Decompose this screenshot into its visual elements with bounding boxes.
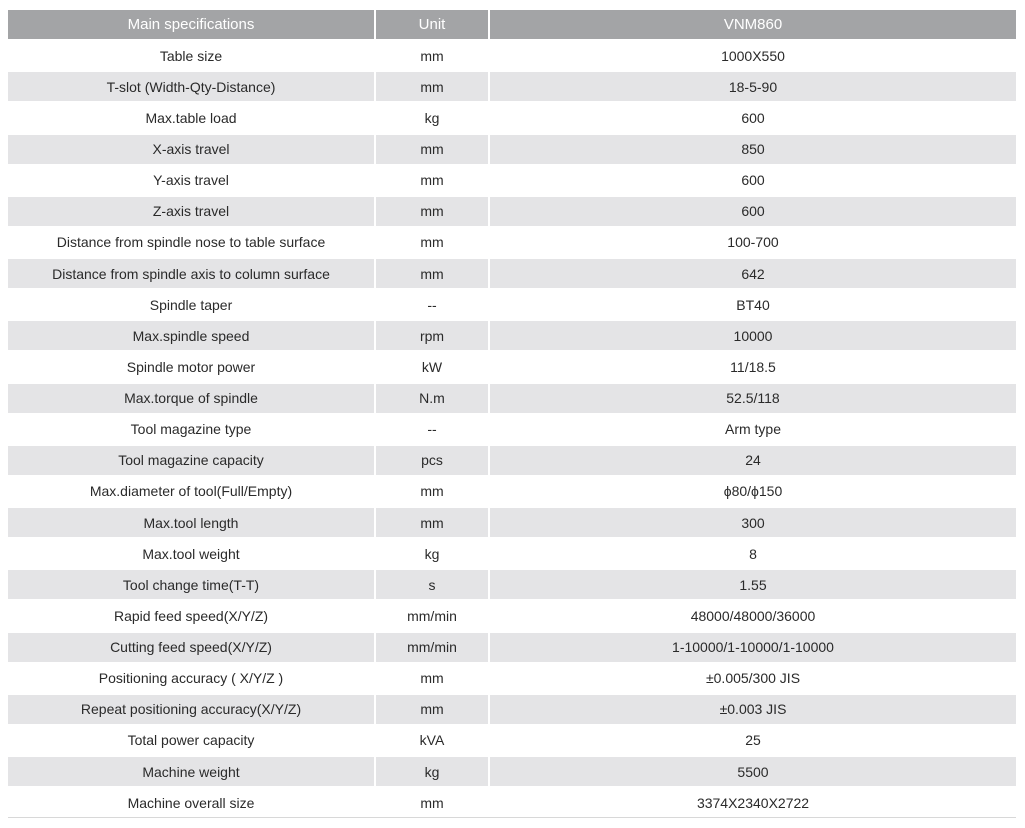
spec-cell: Machine overall size: [127, 794, 255, 811]
table-row: [8, 757, 1016, 786]
unit-cell: mm: [374, 166, 488, 195]
unit-cell: rpm: [374, 321, 488, 350]
spec-cell: Max.diameter of tool(Full/Empty): [89, 483, 293, 500]
table-row: [8, 788, 1016, 818]
spec-cell: Tool magazine capacity: [118, 452, 264, 469]
unit-cell: mm: [374, 477, 488, 506]
header-model: VNM860: [488, 10, 1016, 39]
table-row: [8, 135, 1016, 164]
unit-cell: --: [374, 290, 488, 319]
value-cell: 100-700: [488, 228, 1016, 257]
spec-cell: Max.tool weight: [142, 545, 240, 562]
spec-cell: Z-axis travel: [152, 203, 230, 220]
value-cell: 5500: [488, 757, 1016, 786]
spec-cell: X-axis travel: [152, 141, 230, 157]
unit-cell: N.m: [374, 384, 488, 413]
spec-cell: Distance from spindle axis to column surface: [52, 265, 330, 282]
value-cell: ±0.005/300 JIS: [488, 664, 1016, 693]
unit-cell: mm: [374, 695, 488, 724]
value-cell: 10000: [488, 321, 1016, 350]
value-cell: Arm type: [488, 415, 1016, 444]
value-cell: 52.5/118: [488, 384, 1016, 413]
value-cell: 25: [488, 726, 1016, 755]
unit-cell: mm/min: [374, 633, 488, 662]
value-cell: ϕ80/ϕ150: [488, 477, 1016, 506]
value-cell: ±0.003 JIS: [488, 695, 1016, 724]
value-cell: 600: [488, 197, 1016, 226]
spec-cell: Total power capacity: [127, 732, 255, 749]
table-row: [8, 726, 1016, 755]
spec-cell: Max.tool length: [143, 514, 239, 531]
unit-cell: mm: [374, 788, 488, 817]
table-row: [8, 321, 1016, 350]
spec-cell: Spindle motor power: [126, 358, 256, 375]
value-cell: 642: [488, 259, 1016, 288]
unit-cell: mm/min: [374, 601, 488, 630]
table-row: [8, 539, 1016, 568]
unit-cell: kVA: [374, 726, 488, 755]
value-cell: 3374X2340X2722: [488, 788, 1016, 817]
value-cell: 1-10000/1-10000/1-10000: [488, 633, 1016, 662]
spec-cell: Repeat positioning accuracy(X/Y/Z): [80, 701, 302, 718]
unit-cell: kg: [374, 539, 488, 568]
header-spec: Main specifications: [127, 16, 255, 33]
spec-cell: Positioning accuracy ( X/Y/Z ): [98, 670, 284, 687]
table-row: [8, 633, 1016, 662]
table-row: [8, 384, 1016, 413]
value-cell: 600: [488, 166, 1016, 195]
spec-cell: Max.spindle speed: [132, 327, 250, 344]
table-row: [8, 601, 1016, 630]
spec-cell: Table size: [159, 47, 223, 64]
unit-cell: mm: [374, 197, 488, 226]
unit-cell: s: [374, 570, 488, 599]
spec-cell: Distance from spindle nose to table surface: [56, 234, 326, 251]
value-cell: 11/18.5: [488, 352, 1016, 381]
spec-cell: Spindle taper: [149, 296, 233, 313]
unit-cell: mm: [374, 135, 488, 164]
table-row: [8, 415, 1016, 444]
table-row: [8, 446, 1016, 475]
value-cell: 1.55: [488, 570, 1016, 599]
unit-cell: mm: [374, 259, 488, 288]
table-row: [8, 166, 1016, 195]
spec-cell: Cutting feed speed(X/Y/Z): [110, 639, 272, 655]
spec-cell: Machine weight: [142, 763, 240, 780]
unit-cell: mm: [374, 228, 488, 257]
unit-cell: pcs: [374, 446, 488, 475]
spec-cell: Max.torque of spindle: [124, 390, 258, 406]
unit-cell: --: [374, 415, 488, 444]
unit-cell: mm: [374, 664, 488, 693]
unit-cell: mm: [374, 508, 488, 537]
spec-cell: Max.table load: [145, 109, 237, 126]
unit-cell: kW: [374, 352, 488, 381]
unit-cell: mm: [374, 41, 488, 70]
spec-cell: T-slot (Width-Qty-Distance): [106, 78, 276, 95]
value-cell: 48000/48000/36000: [488, 601, 1016, 630]
value-cell: 850: [488, 135, 1016, 164]
table-row: [8, 228, 1016, 257]
table-row: [8, 197, 1016, 226]
table-header-row: [8, 10, 1016, 39]
table-row: [8, 103, 1016, 132]
table-row: [8, 290, 1016, 319]
value-cell: 1000X550: [488, 41, 1016, 70]
value-cell: 24: [488, 446, 1016, 475]
table-row: [8, 664, 1016, 693]
table-row: [8, 352, 1016, 381]
table-row: [8, 41, 1016, 70]
table-row: [8, 72, 1016, 101]
spec-cell: Y-axis travel: [153, 172, 229, 189]
table-row: [8, 695, 1016, 724]
header-unit: Unit: [374, 10, 488, 39]
value-cell: 8: [488, 539, 1016, 568]
table-body: [8, 41, 1016, 818]
value-cell: 300: [488, 508, 1016, 537]
value-cell: 600: [488, 103, 1016, 132]
value-cell: 18-5-90: [488, 72, 1016, 101]
unit-cell: kg: [374, 757, 488, 786]
table-row: [8, 570, 1016, 599]
specifications-table: [8, 10, 1016, 820]
unit-cell: kg: [374, 103, 488, 132]
spec-cell: Tool change time(T-T): [122, 576, 260, 593]
unit-cell: mm: [374, 72, 488, 101]
spec-cell: Rapid feed speed(X/Y/Z): [113, 607, 269, 624]
value-cell: BT40: [488, 290, 1016, 319]
table-row: [8, 477, 1016, 506]
spec-cell: Tool magazine type: [130, 421, 252, 438]
table-row: [8, 508, 1016, 537]
table-row: [8, 259, 1016, 288]
